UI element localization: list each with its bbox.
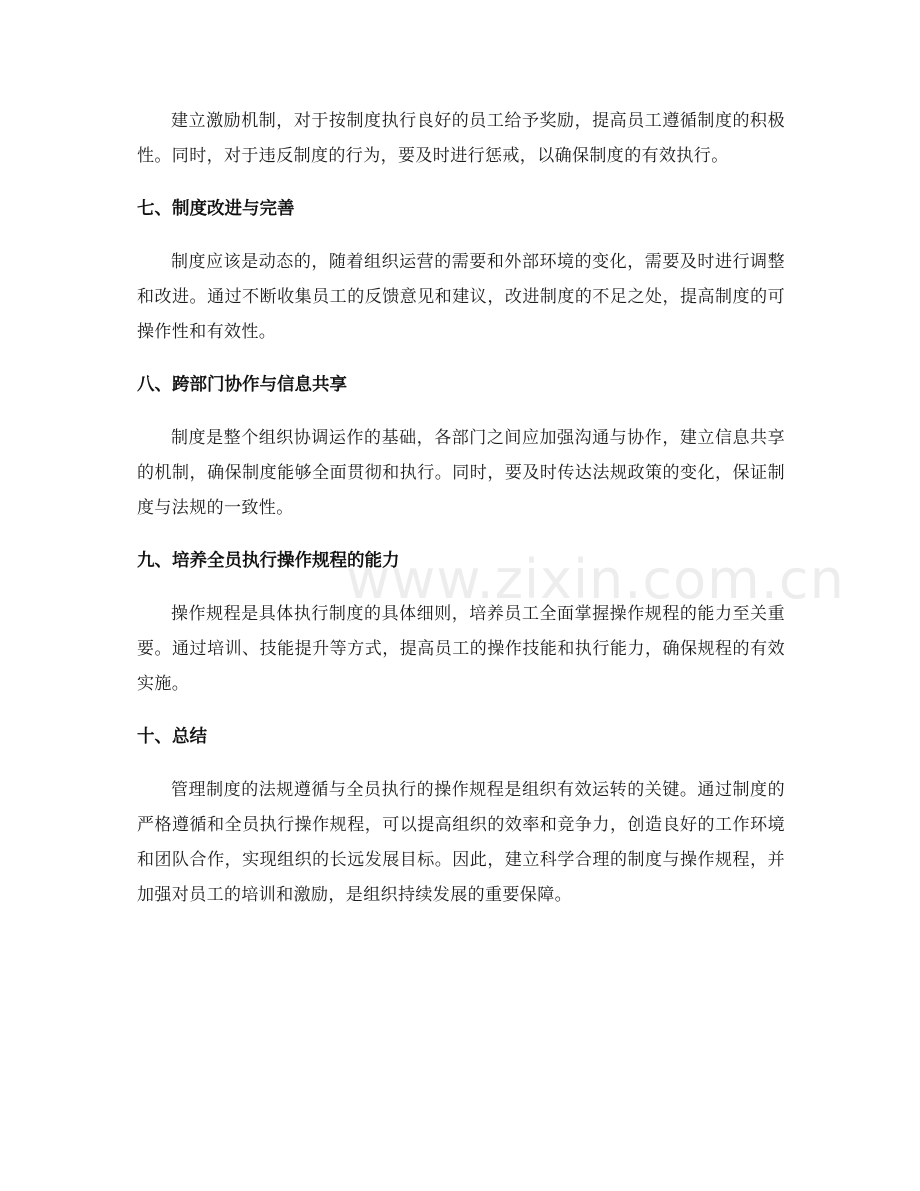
heading-section-7: 七、制度改进与完善 (137, 199, 295, 219)
watermark: www.zixin.com.cn (346, 548, 845, 611)
paragraph-section-8: 制度是整个组织协调运作的基础，各部门之间应加强沟通与协作，建立信息共享的机制，确保制度能够全面贯彻和执行。同时，要及时传达法规政策的变化，保证制度与法规的一致性。 (137, 428, 785, 518)
heading-section-9: 九、培养全员执行操作规程的能力 (137, 551, 400, 571)
paragraph-incentive: 建立激励机制，对于按制度执行良好的员工给予奖励，提高员工遵循制度的积极性。同时，对于违反制度的行为，要及时进行惩戒，以确保制度的有效执行。 (137, 111, 785, 166)
document-content (137, 104, 785, 913)
heading-section-10: 十、总结 (137, 727, 207, 747)
paragraph-section-10: 管理制度的法规遵循与全员执行的操作规程是组织有效运转的关键。通过制度的严格遵循和全员执行操作规程，可以提高组织的效率和竞争力，创造良好的工作环境和团队合作，实现组织的长远发展目标。因此，建立科学合理的制度与操作规程，并加强对员工的培训和激励，是组织持续发展的重要保障。 (137, 780, 785, 905)
heading-section-8: 八、跨部门协作与信息共享 (137, 375, 347, 395)
paragraph-section-9: 操作规程是具体执行制度的具体细则，培养员工全面掌握操作规程的能力至关重要。通过培训、技能提升等方式，提高员工的操作技能和执行能力，确保规程的有效实施。 (137, 604, 785, 694)
paragraph-section-7: 制度应该是动态的，随着组织运营的需要和外部环境的变化，需要及时进行调整和改进。通过不断收集员工的反馈意见和建议，改进制度的不足之处，提高制度的可操作性和有效性。 (137, 252, 785, 342)
